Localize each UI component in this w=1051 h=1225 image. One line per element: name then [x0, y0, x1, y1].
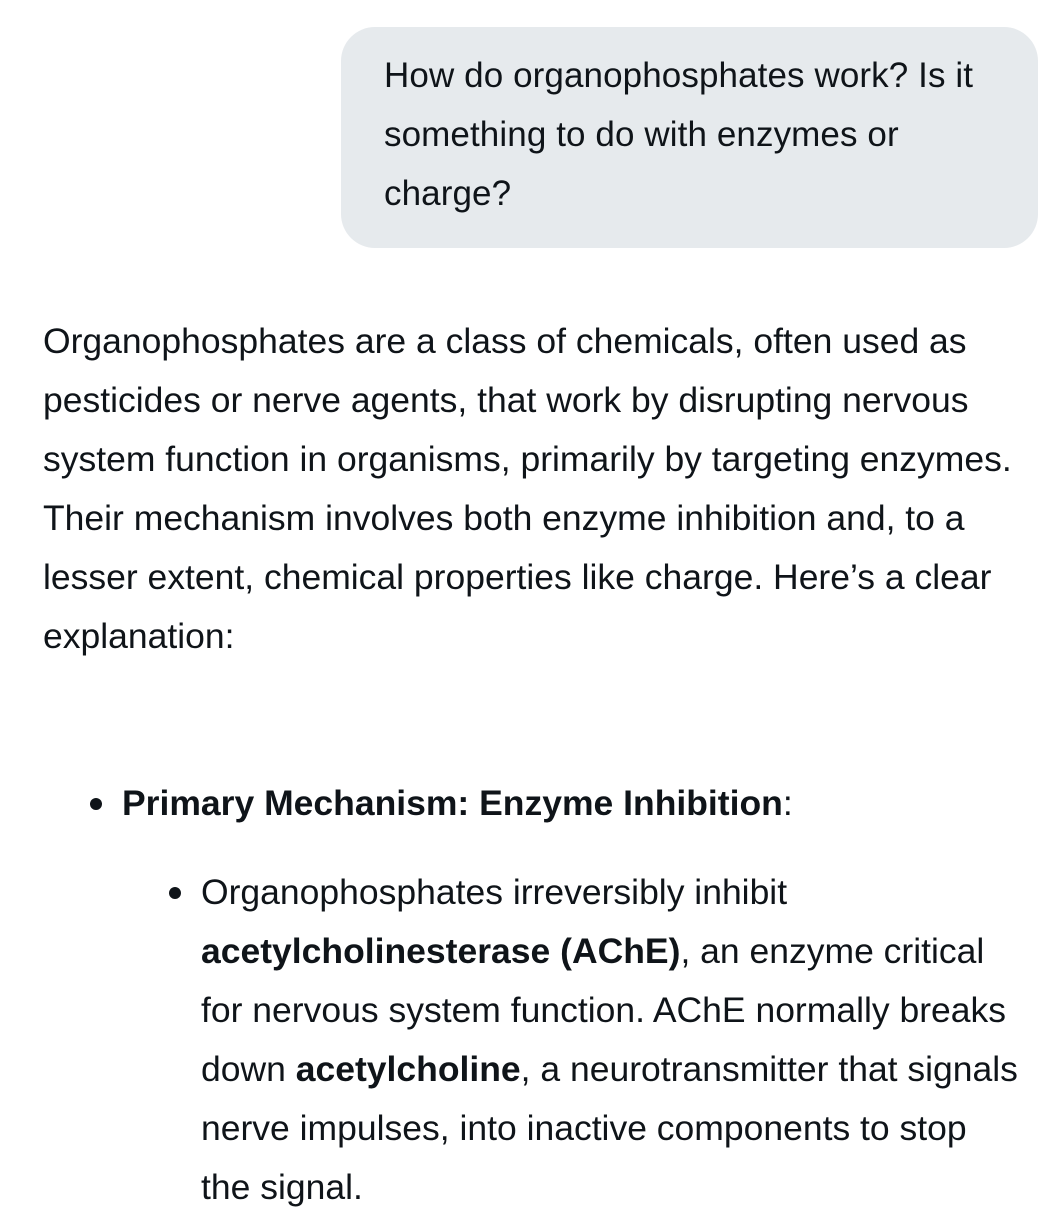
sub-bullet-list: [122, 863, 1022, 1217]
point-bold-term: acetylcholine: [295, 1049, 521, 1089]
bullet-dot-icon: [90, 798, 102, 810]
list-item-ache-inhibition: [122, 863, 1021, 1217]
point-text: Organophosphates irreversibly inhibit: [201, 872, 788, 912]
section-heading-suffix: :: [782, 783, 793, 823]
user-message-text: How do organophosphates work? Is it something to do with enzymes or charge?: [384, 56, 974, 213]
response-intro-paragraph: Organophosphates are a class of chemicals, often used as pesticides or nerve agents, that work by disrupting nervous system function in organisms, primarily by targeting enzymes. Their mechanism involves both enzyme inhibition and, to a lesser extent, chemical properties like charge. Here’s a clear explanation:: [43, 321, 1012, 656]
point-bold-term: acetylcholinesterase (AChE): [201, 931, 681, 971]
point-text: , an enzyme critical for nervous system function. AChE normally breaks down: [201, 931, 1007, 1089]
section-heading: Primary Mechanism: Enzyme Inhibition: [122, 783, 783, 823]
response-bullet-list: [43, 774, 1043, 1217]
assistant-response: [43, 312, 1043, 1207]
point-text: , a neurotransmitter that signals nerve impulses, into inactive components to stop the signal.: [201, 1049, 1018, 1207]
user-message-bubble: [341, 27, 1038, 248]
bullet-dot-icon: [169, 887, 181, 899]
list-item-primary-mechanism: [43, 774, 1043, 1217]
